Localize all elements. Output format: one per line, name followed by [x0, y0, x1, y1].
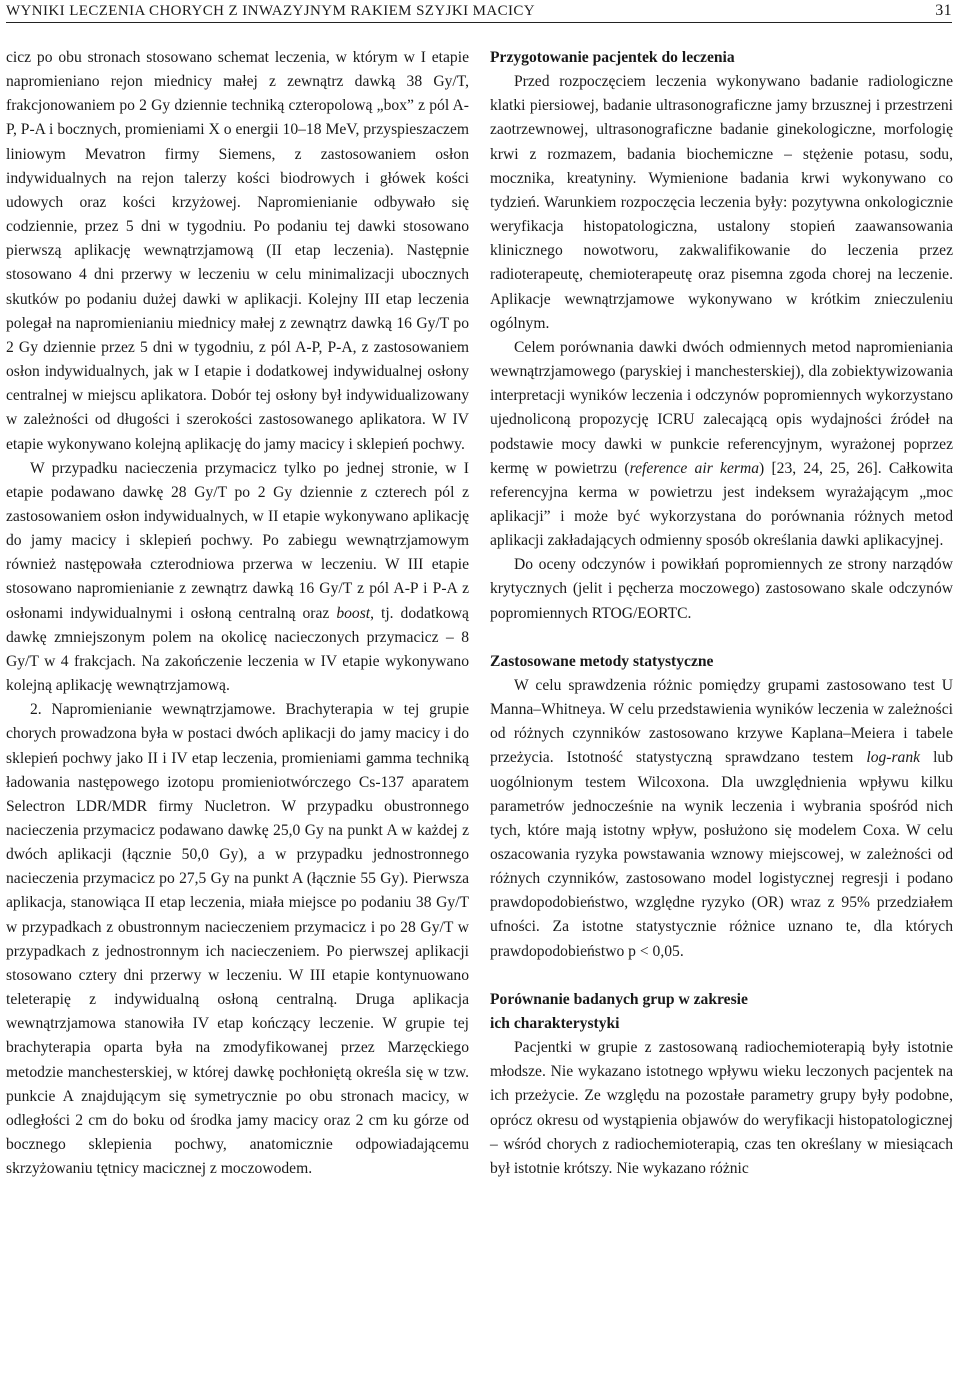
page-number: 31 — [935, 2, 952, 19]
paragraph-text: ) [23, 24, 25, 26]. Całkowita referencyjna kerma w powietrzu jest indeksem wyrażającym „moc aplikacji” i może być wykorzystana do porównania różnych metod aplikacji zakładających odmienny sposób określania dawki aplikacyjnej. — [490, 459, 953, 550]
italic-term-boost: boost — [336, 604, 371, 622]
right-column — [490, 46, 953, 1181]
paragraph-text: lub uogólnionym testem Wilcoxona. Dla uwzględnienia wpływu kilku parametrów jednocześnie na wynik leczenia i wybrania spośród nich tych, które mają istotny wpływ, posłużono się modelem Coxa. W celu oszacowania ryzyka powstawania wznowy miejscowej, w zależności od różnych czynników, zastosowano model logistycznej regresji i podano prawdopodobieństwo, względne ryzyko (OR) wraz z 95% przedziałem ufności. Za istotne statystycznie różnice uznano te, dla których prawdopodobieństwo p < 0,05. — [490, 749, 953, 960]
paragraph-statistical-methods — [490, 674, 953, 964]
paragraph-radiation-schedule: cicz po obu stronach stosowano schemat leczenia, w którym w I etapie napromieniano rejon miednicy małej z zewnątrz dawką 38 Gy/T, frakcjonowaniem po 2 Gy dziennie techniką czteropolową „box” z pól A-P, P-A i bocznych, promieniami X o energii 10–18 MeV, przyspieszaczem liniowym Mevatron firmy Siemens, z zastosowaniem osłon indywidualnych na rejon talerzy kości biodrowych i główek kości udowych oraz kości krzyżowej. Napromienianie odbywało się codziennie, przez 5 dni w tygodniu. Po podaniu tej dawki stosowano pierwszą aplikację wewnątrzjamową (II etap leczenia). Następnie stosowano 4 dni przerwy w leczeniu w celu minimalizacji ubocznych skutków po podaniu dużej dawki w aplikacji. Kolejny III etap leczenia polegał na napromienianiu miednicy małej z zewnątrz dawką 16 Gy/T po 2 Gy dziennie przez 5 dni w tygodniu, z pól A-P, P-A, z zastosowaniem osłon indywidualnych, jak w I etapie i dodatkowej indywidualnej osłony centralnej w miejscu aplikatora. Dobór tej osłony był indywidualizowany w zależności od długości i szerokości zastosowanego aplikatora. W IV etapie wykonywano kolejną aplikację do jamy macicy i sklepień pochwy. — [6, 49, 469, 453]
paragraph-text: Celem porównania dawki dwóch odmiennych metod napromieniania wewnątrzjamowego (paryskiej i manchesterskiej), dla zobiektywizowania interpretacji wyników leczenia i odczynów popromiennych wykorzystano ujednoliconą propozycję ICRU zalecającą opis wydajności źródeł na podstawie mocy dawki w punkcie referencyjnym, wyrażonej poprzez kermę w powietrzu ( — [490, 338, 953, 477]
paragraph-brachytherapy: 2. Napromienianie wewnątrzjamowe. Brachyterapia w tej grupie chorych prowadzona była w postaci dwóch aplikacji do jamy macicy i do sklepień pochwy jako II i IV etap leczenia, promieniami gamma techniką ładowania następowego izotopu promieniotwórczego Cs-137 aparatem Selectron LDR/MDR firmy Nucletron. W przypadku obustronnego nacieczenia przymacicz podawano dawkę 25,0 Gy na punkt A w każdej z dwóch aplikacji (łącznie 50,0 Gy), a w przypadku jednostronnego nacieczenia przymacicz po 27,5 Gy na punkt A (łącznie 55 Gy). Pierwsza aplikacja, stanowiąca II etap leczenia, miała miejsce po podaniu 38 Gy/T w przypadkach z obustronnym nacieczeniem przymacicz i po 28 Gy/T w przypadkach z jednostronnym ich nacieczeniem. Po pierwszej aplikacji stosowano cztery dni przerwy w leczeniu. W III etapie kontynuowano teleterapię z indywidualną osłoną centralną. Druga aplikacja wewnątrzjamowa stanowiła IV etap kończący leczenie. W grupie tej brachyterapia oparta była na zmodyfikowanej przez Marzęckiego metodzie manchesterskiej, w której dawkę pochłoniętą określa się w tzw. punkcie A znajdującym się symetrycznie po obu stronach macicy, w odległości 2 cm do boku od środka jamy macicy oraz 2 cm ku górze od bocznego sklepienia pochwy, anatomicznie odpowiadającemu skrzyżowaniu tętnicy macicznej z moczowodem. — [6, 701, 469, 1178]
paragraph-pretreatment-tests: Przed rozpoczęciem leczenia wykonywano badanie radiologiczne klatki piersiowej, badanie ultrasonograficzne jamy brzusznej i przestrzeni zaotrzewnowej, ultrasonograficzne badanie ginekologiczne, morfologię krwi z rozmazem, badania biochemiczne – stężenie potasu, sodu, mocznika, kreatyniny. Wymienione badania krwi wykonywano co tydzień. Warunkiem rozpoczęcia leczenia były: pozytywna onkologicznie weryfikacja histopatologiczna, ustalony stopień zaawansowania klinicznego nowotworu, zakwalifikowanie do leczenia przez radioterapeutę, chemioterapeutę oraz pisemna zgoda chorej na leczenie. Aplikacje wewnątrzjamowe wykonywano w krótkim znieczuleniu ogólnym. — [490, 73, 953, 332]
paragraph-group-characteristics: Pacjentki w grupie z zastosowaną radiochemioterapią były istotnie młodsze. Nie wykazano istotnego wpływu wieku leczonych pacjentek na ich przeżycie. Ze względu na pozostałe parametry grupy były podobne, oprócz okresu od wystąpienia objawów do weryfikacji histopatologicznej – wśród chorych z radiochemioterapią, czas ten określany w miesiącach był istotnie krótszy. Nie wykazano różnic — [490, 1039, 953, 1177]
heading-line: Porównanie badanych grup w zakresie — [490, 990, 748, 1008]
paragraph-unilateral-infiltration — [6, 457, 469, 699]
section-spacer — [490, 626, 953, 650]
paragraph-text: W przypadku nacieczenia przymacicz tylko po jednej stronie, w I etapie podawano dawkę 28 Gy/T po 2 Gy dziennie z czterech pól z zastosowaniem osłon indywidualnych, w II etapie wykonywano aplikację do jamy macicy i sklepień pochwy. Po zabiegu wewnątrzjamowym również następowała czterodniowa przerwa w leczeniu. W III etapie stosowano napromienianie z zewnątrz dawką 16 Gy/T z pól A-P i P-A z osłonami indywidualnymi i osłoną centralną oraz — [6, 459, 469, 622]
section-heading-patient-preparation: Przygotowanie pacjentek do leczenia — [490, 49, 735, 66]
running-head-title: WYNIKI LECZENIA CHORYCH Z INWAZYJNYM RAKIEM SZYJKI MACICY — [6, 3, 536, 19]
paragraph-text: W celu sprawdzenia różnic pomiędzy grupami zastosowano test U Manna–Whitneya. W celu przedstawienia wyników leczenia w zależności od różnych czynników zastosowano krzywe Kaplana–Meiera i tabele przeżycia. Istotność statystyczną sprawdzano testem — [490, 676, 953, 767]
section-heading-group-comparison — [490, 988, 953, 1036]
running-head — [6, 0, 952, 23]
heading-line: ich charakterystyki — [490, 1014, 620, 1032]
section-heading-statistics: Zastosowane metody statystyczne — [490, 652, 714, 670]
paragraph-rtog-eortc-scale: Do oceny odczynów i powikłań popromiennych ze strony narządów krytycznych (jelit i pęcherza moczowego) zastosowano skale odczynów popromiennych RTOG/EORTC. — [490, 556, 953, 622]
paragraph-text: , tj. dodatkową dawkę zmniejszonym polem na okolicę nacieczonych przymacicz – 8 Gy/T w 4 frakcjach. Na zakończenie leczenia w IV etapie wykonywano kolejną aplikację wewnątrzjamową. — [6, 604, 469, 695]
italic-term-reference-air-kerma: reference air kerma — [629, 459, 759, 477]
section-spacer — [490, 964, 953, 988]
left-column — [6, 46, 469, 1181]
paragraph-icru-dose-comparison — [490, 336, 953, 553]
italic-term-log-rank: log-rank — [866, 749, 921, 767]
